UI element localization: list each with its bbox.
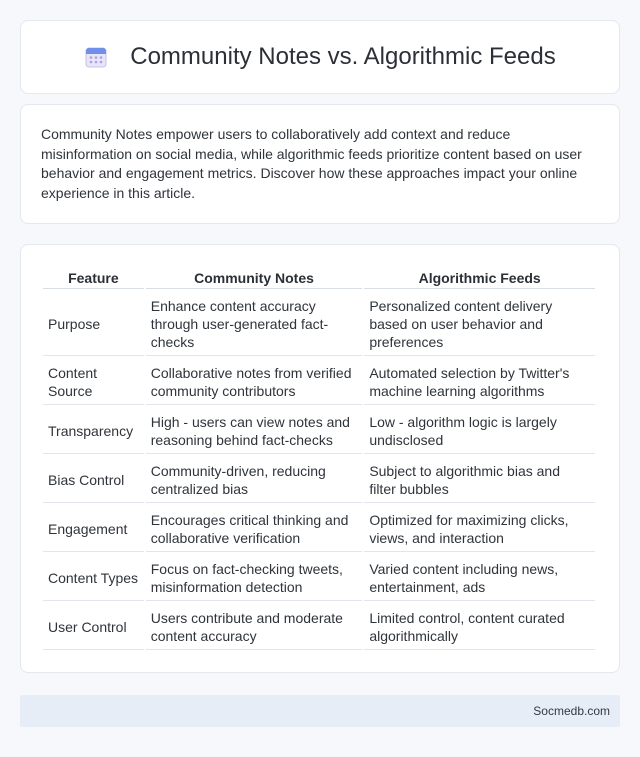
feature-cell: Bias Control: [43, 456, 144, 503]
community-notes-cell: Collaborative notes from verified community contributors: [146, 358, 363, 405]
algorithmic-feeds-cell: Automated selection by Twitter's machine learning algorithms: [364, 358, 595, 405]
intro-card: [20, 104, 620, 224]
community-notes-cell: High - users can view notes and reasoning behind fact-checks: [146, 407, 363, 454]
column-header: Feature: [43, 267, 144, 289]
feature-cell: Engagement: [43, 505, 144, 552]
algorithmic-feeds-cell: Low - algorithm logic is largely undisclosed: [364, 407, 595, 454]
table-row: [43, 456, 595, 503]
column-header: Algorithmic Feeds: [364, 267, 595, 289]
community-notes-cell: Enhance content accuracy through user-generated fact-checks: [146, 291, 363, 356]
table-row: [43, 505, 595, 552]
table-row: [43, 291, 595, 356]
table-row: [43, 603, 595, 650]
algorithmic-feeds-cell: Subject to algorithmic bias and filter bubbles: [364, 456, 595, 503]
feature-cell: Purpose: [43, 291, 144, 356]
table-header-row: [43, 267, 595, 289]
comparison-card: [20, 244, 620, 673]
footer: [20, 695, 620, 727]
feature-cell: User Control: [43, 603, 144, 650]
intro-text: Community Notes empower users to collaboratively add context and reduce misinformation on social media, while algorithmic feeds prioritize content based on user behavior and engagement metrics. Discover how these approaches impact your online experience in this article.: [41, 126, 582, 201]
community-notes-cell: Community-driven, reducing centralized bias: [146, 456, 363, 503]
algorithmic-feeds-cell: Varied content including news, entertainment, ads: [364, 554, 595, 601]
table-row: [43, 407, 595, 454]
calendar-icon: [84, 45, 108, 69]
feature-cell: Transparency: [43, 407, 144, 454]
community-notes-cell: Users contribute and moderate content accuracy: [146, 603, 363, 650]
table-row: [43, 358, 595, 405]
source-label: Socmedb.com: [533, 704, 610, 718]
table-row: [43, 554, 595, 601]
algorithmic-feeds-cell: Personalized content delivery based on user behavior and preferences: [364, 291, 595, 356]
feature-cell: Content Types: [43, 554, 144, 601]
title-card: [20, 20, 620, 94]
comparison-table: [41, 265, 597, 652]
algorithmic-feeds-cell: Limited control, content curated algorithmically: [364, 603, 595, 650]
column-header: Community Notes: [146, 267, 363, 289]
algorithmic-feeds-cell: Optimized for maximizing clicks, views, and interaction: [364, 505, 595, 552]
community-notes-cell: Focus on fact-checking tweets, misinformation detection: [146, 554, 363, 601]
feature-cell: Content Source: [43, 358, 144, 405]
community-notes-cell: Encourages critical thinking and collaborative verification: [146, 505, 363, 552]
page-title: Community Notes vs. Algorithmic Feeds: [130, 43, 556, 70]
